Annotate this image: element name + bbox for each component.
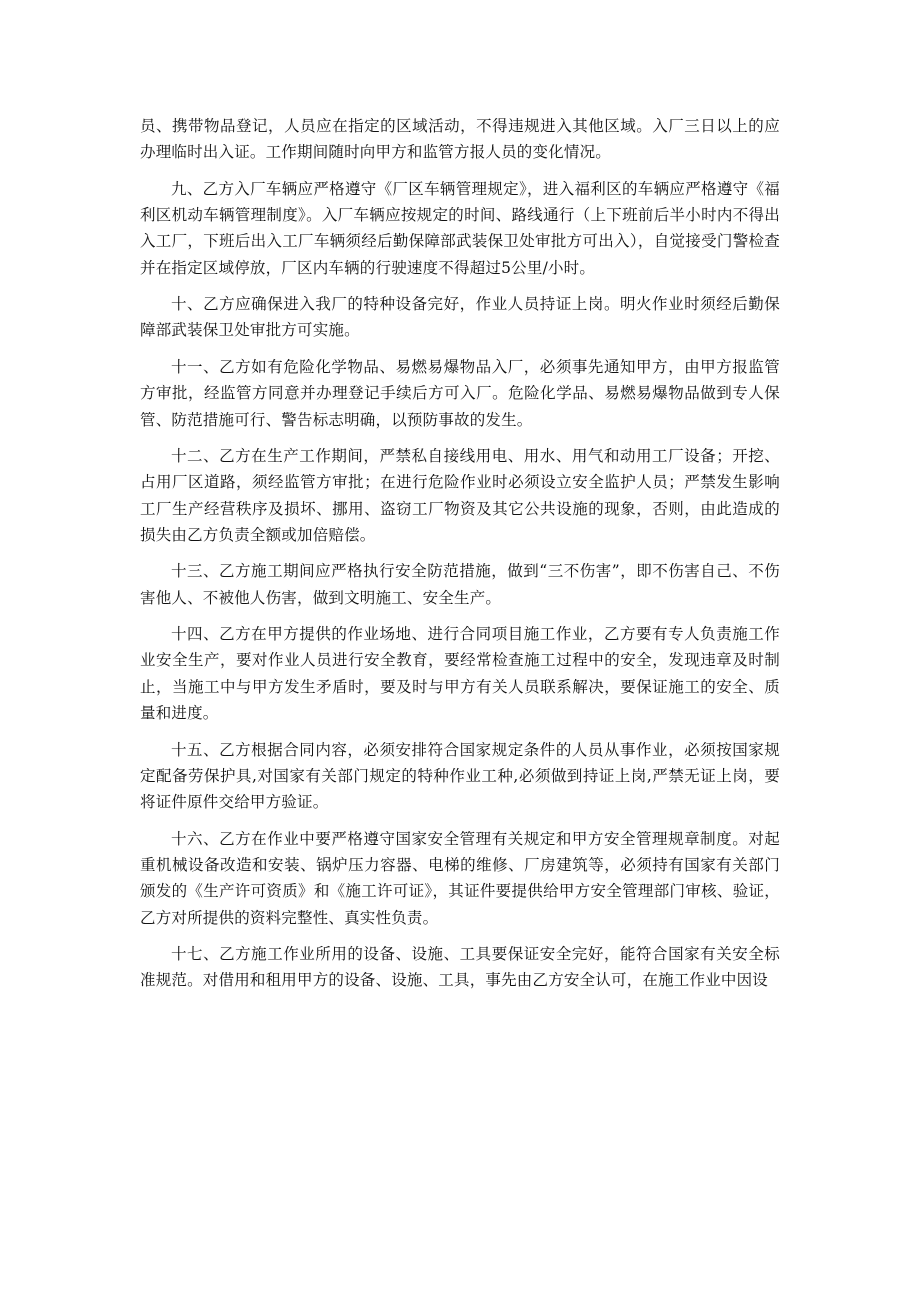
document-body bbox=[140, 113, 780, 1004]
paragraph-clause-17: 十七、乙方施工作业所用的设备、设施、工具要保证安全完好，能符合国家有关安全标准规范。对借用和租用甲方的设备、设施、工具，事先由乙方安全认可，在施工作业中因设 bbox=[140, 945, 780, 990]
paragraph-clause-12: 十二、乙方在生产工作期间，严禁私自接线用电、用水、用气和动用工厂设备；开挖、占用厂区道路，须经监管方审批；在进行危险作业时必须设立安全监护人员；严禁发生影响工厂生产经营秩序及损坏、挪用、盗窃工厂物资及其它公共设施的现象，否则，由此造成的损失由乙方负责全额或加倍赔偿。 bbox=[140, 447, 780, 544]
paragraph-clause-14: 十四、乙方在甲方提供的作业场地、进行合同项目施工作业，乙方要有专人负责施工作业安全生产，要对作业人员进行安全教育，要经常检查施工过程中的安全，发现违章及时制止，当施工中与甲方发生矛盾时，要及时与甲方有关人员联系解决，要保证施工的安全、质量和进度。 bbox=[140, 625, 780, 723]
paragraph-clause-15: 十五、乙方根据合同内容，必须安排符合国家规定条件的人员从事作业，必须按国家规定配备劳保护具,对国家有关部门规定的特种作业工种,必须做到持证上岗,严禁无证上岗，要将证件原件交给甲方验证。 bbox=[140, 740, 780, 812]
paragraph-clause-16: 十六、乙方在作业中要严格遵守国家安全管理有关规定和甲方安全管理规章制度。对起重机械设备改造和安装、锅炉压力容器、电梯的维修、厂房建筑等，必须持有国家有关部门颁发的《生产许可资质》和《施工许可证》，其证件要提供给甲方安全管理部门审核、验证，乙方对所提供的资料完整性、真实性负责。 bbox=[140, 829, 780, 927]
paragraph-clause-13: 十三、乙方施工期间应严格执行安全防范措施，做到“三不伤害”，即不伤害自己、不伤害他人、不被他人伤害，做到文明施工、安全生产。 bbox=[140, 562, 780, 607]
paragraph-clause-9: 九、乙方入厂车辆应严格遵守《厂区车辆管理规定》，进入福利区的车辆应严格遵守《福利区机动车辆管理制度》。入厂车辆应按规定的时间、路线通行（上下班前后半小时内不得出入工厂，下班后出入工厂车辆须经后勤保障部武装保卫处审批方可出入），自觉接受门警检查并在指定区域停放，厂区内车辆的行驶速度不得超过5公里/小时。 bbox=[140, 179, 780, 277]
paragraph-clause-10: 十、乙方应确保进入我厂的特种设备完好，作业人员持证上岗。明火作业时须经后勤保障部武装保卫处审批方可实施。 bbox=[140, 295, 780, 340]
paragraph-continuation: 员、携带物品登记，人员应在指定的区域活动，不得违规进入其他区域。入厂三日以上的应办理临时出入证。工作期间随时向甲方和监管方报人员的变化情况。 bbox=[140, 117, 780, 162]
paragraph-clause-11: 十一、乙方如有危险化学物品、易燃易爆物品入厂，必须事先通知甲方，由甲方报监管方审批，经监管方同意并办理登记手续后方可入厂。危险化学品、易燃易爆物品做到专人保管、防范措施可行、警告标志明确，以预防事故的发生。 bbox=[140, 357, 780, 429]
